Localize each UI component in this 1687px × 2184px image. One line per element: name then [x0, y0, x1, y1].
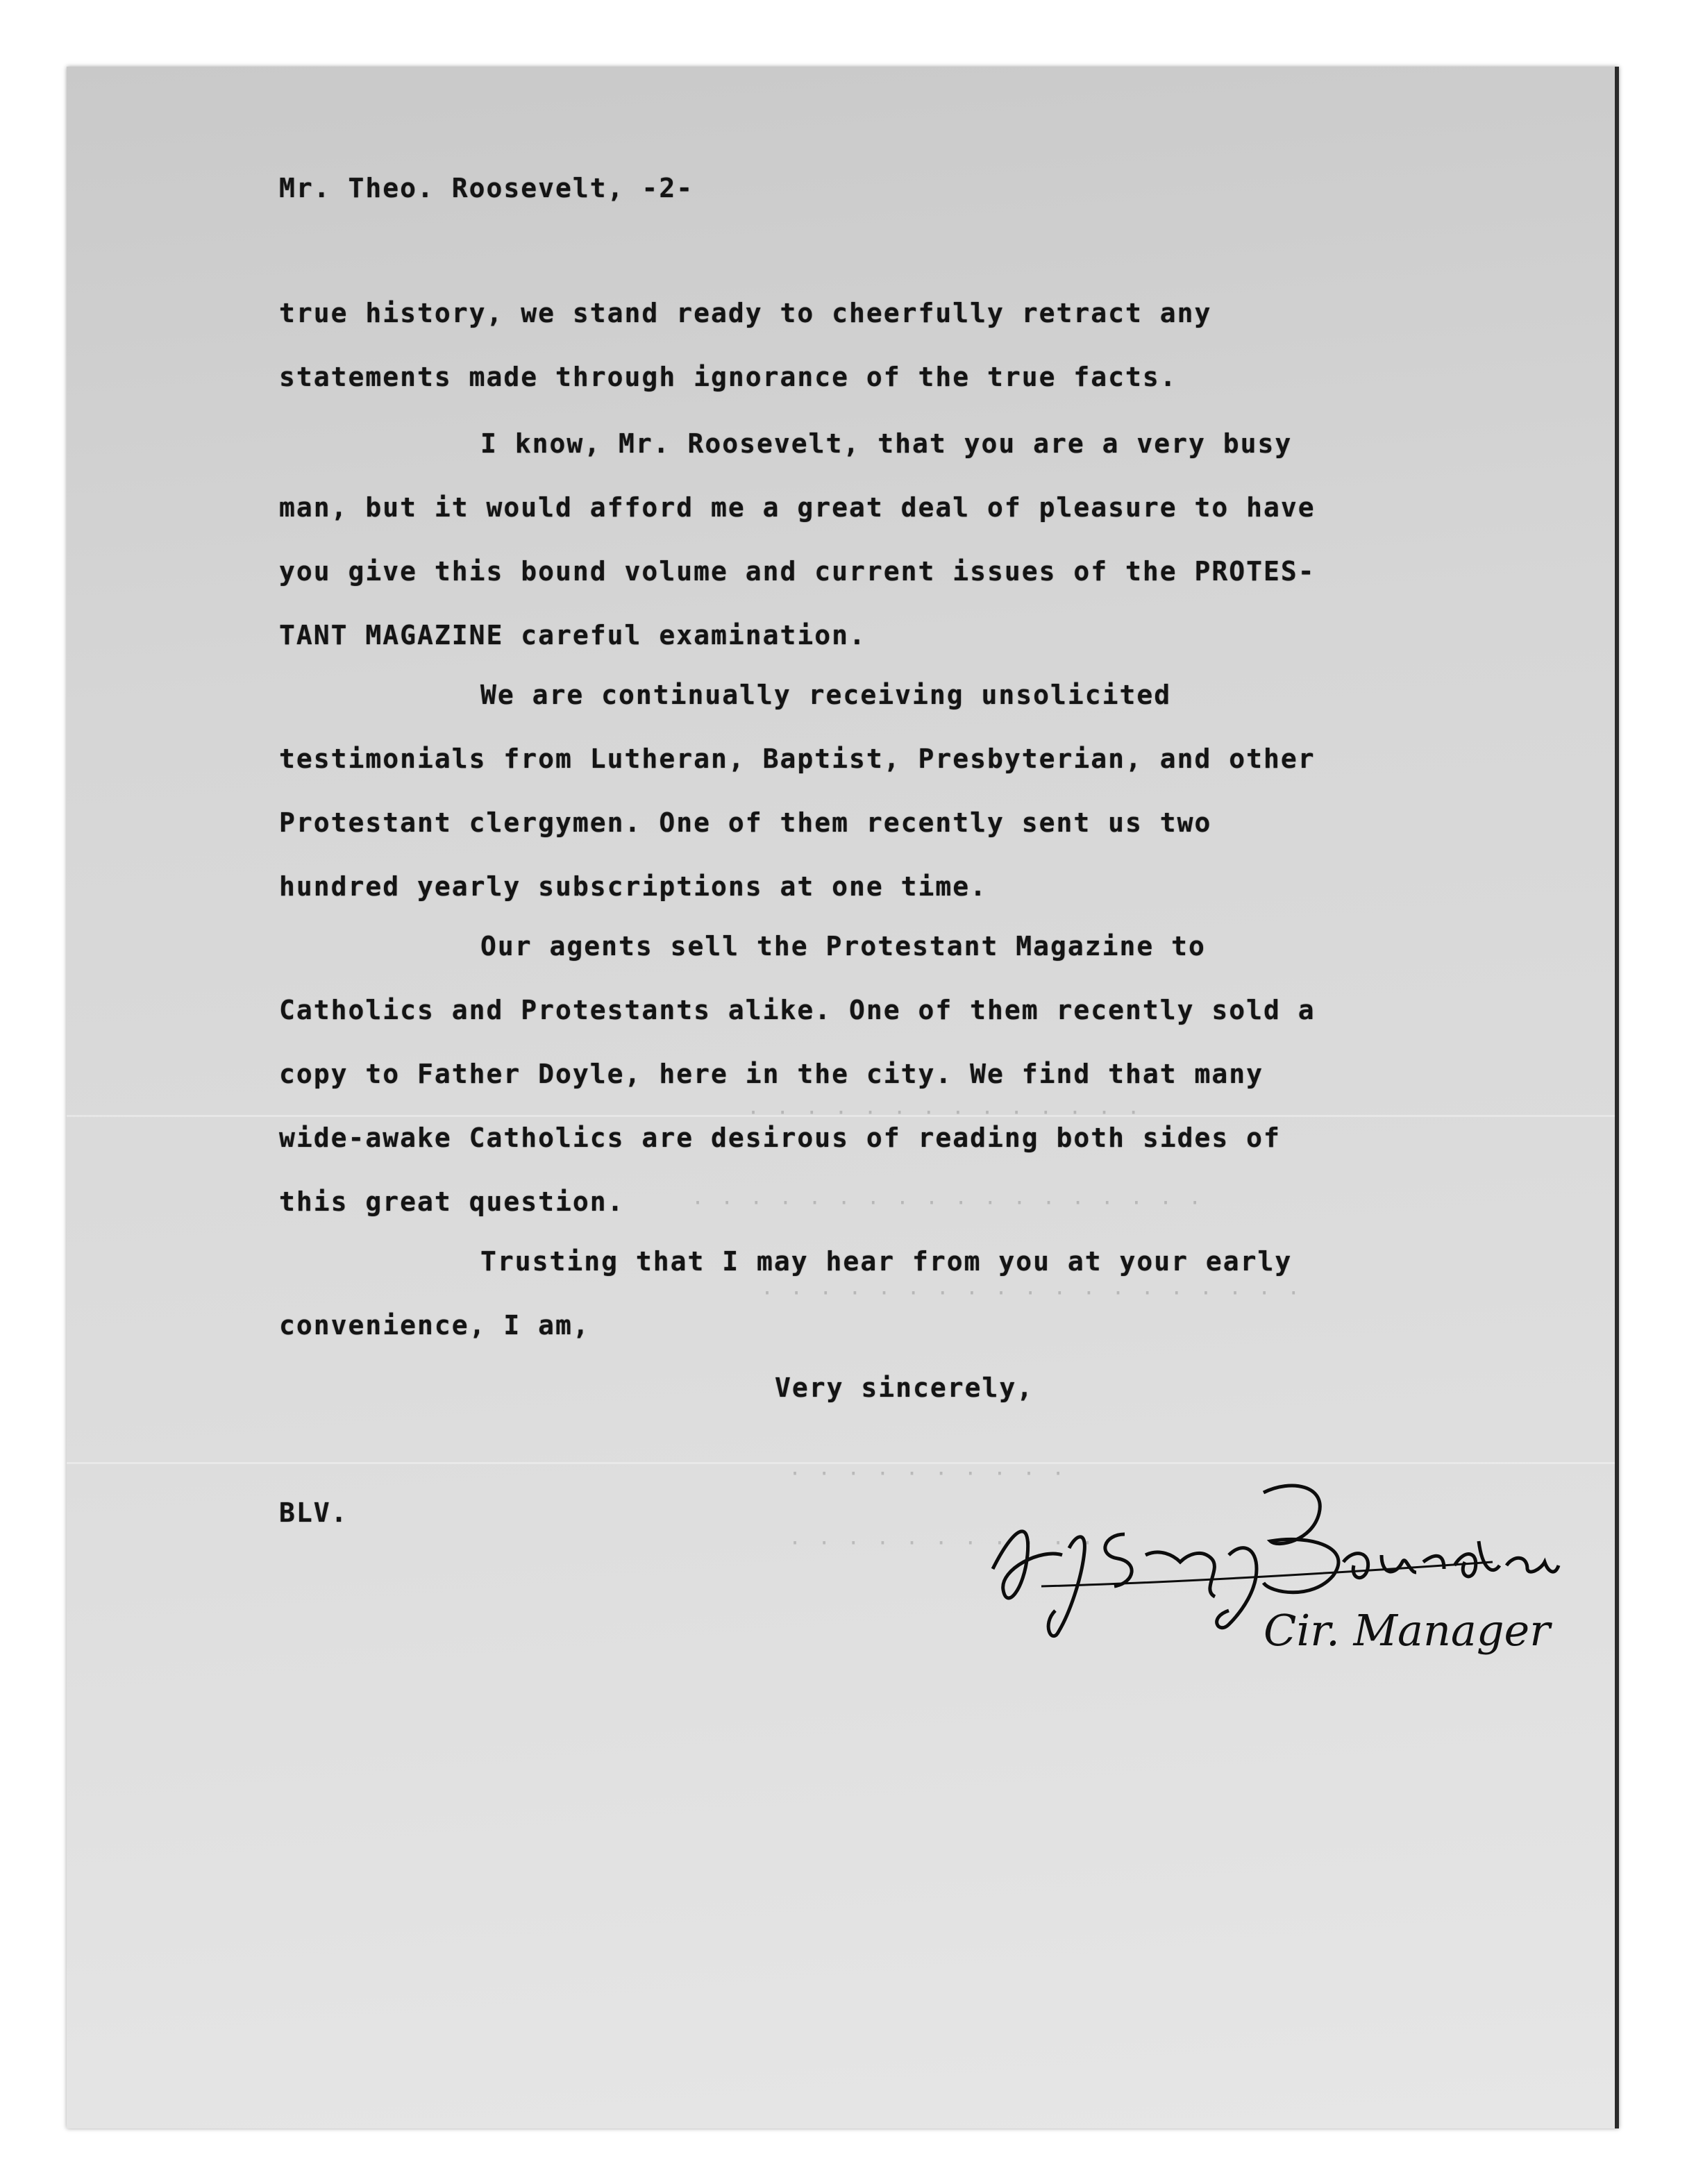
- letter-line: hundred yearly subscriptions at one time.: [279, 871, 987, 902]
- signature-title: Cir. Manager: [1264, 1605, 1550, 1656]
- letter-line: man, but it would afford me a great deal of pleasure to have: [279, 492, 1316, 523]
- letter-line: Protestant clergymen. One of them recently sent us two: [279, 807, 1212, 838]
- letter-line: true history, we stand ready to cheerfully retract any: [279, 298, 1212, 328]
- letter-header: Mr. Theo. Roosevelt, -2-: [279, 173, 694, 203]
- bleed-through-text: · · · · · · · · · · · · · ·: [747, 1101, 1142, 1125]
- letter-line: you give this bound volume and current issues of the PROTES-: [279, 556, 1316, 587]
- typist-initials: BLV.: [279, 1497, 349, 1528]
- letter-line: Catholics and Protestants alike. One of them recently sold a: [279, 995, 1316, 1025]
- bleed-through-text: · · · · · · · · · · · · · · · · · · ·: [761, 1282, 1302, 1306]
- letter-line: TANT MAGAZINE careful examination.: [279, 620, 866, 650]
- bleed-through-text: · · · · · · · · · · · · · · · · · ·: [691, 1191, 1204, 1216]
- bleed-through-text: · · · · · · · · · ·: [789, 1462, 1067, 1486]
- letter-line: testimonials from Lutheran, Baptist, Presbyterian, and other: [279, 744, 1316, 774]
- letter-line: this great question.: [279, 1186, 625, 1217]
- letter-line: Trusting that I may hear from you at your early: [480, 1246, 1293, 1277]
- letter-line: copy to Father Doyle, here in the city. We find that many: [279, 1059, 1264, 1089]
- letter-line: We are continually receiving unsolicited: [480, 680, 1172, 710]
- letter-line: convenience, I am,: [279, 1310, 590, 1341]
- letter-closing: Very sincerely,: [775, 1372, 1034, 1403]
- letter-line: statements made through ignorance of the true facts.: [279, 362, 1177, 392]
- bleed-through-text: · · · · · · · · · · ·: [789, 1531, 1096, 1556]
- letter-line: wide-awake Catholics are desirous of reading both sides of: [279, 1123, 1281, 1153]
- letter-line: I know, Mr. Roosevelt, that you are a very busy: [480, 428, 1293, 459]
- letter-line: Our agents sell the Protestant Magazine to: [480, 931, 1206, 961]
